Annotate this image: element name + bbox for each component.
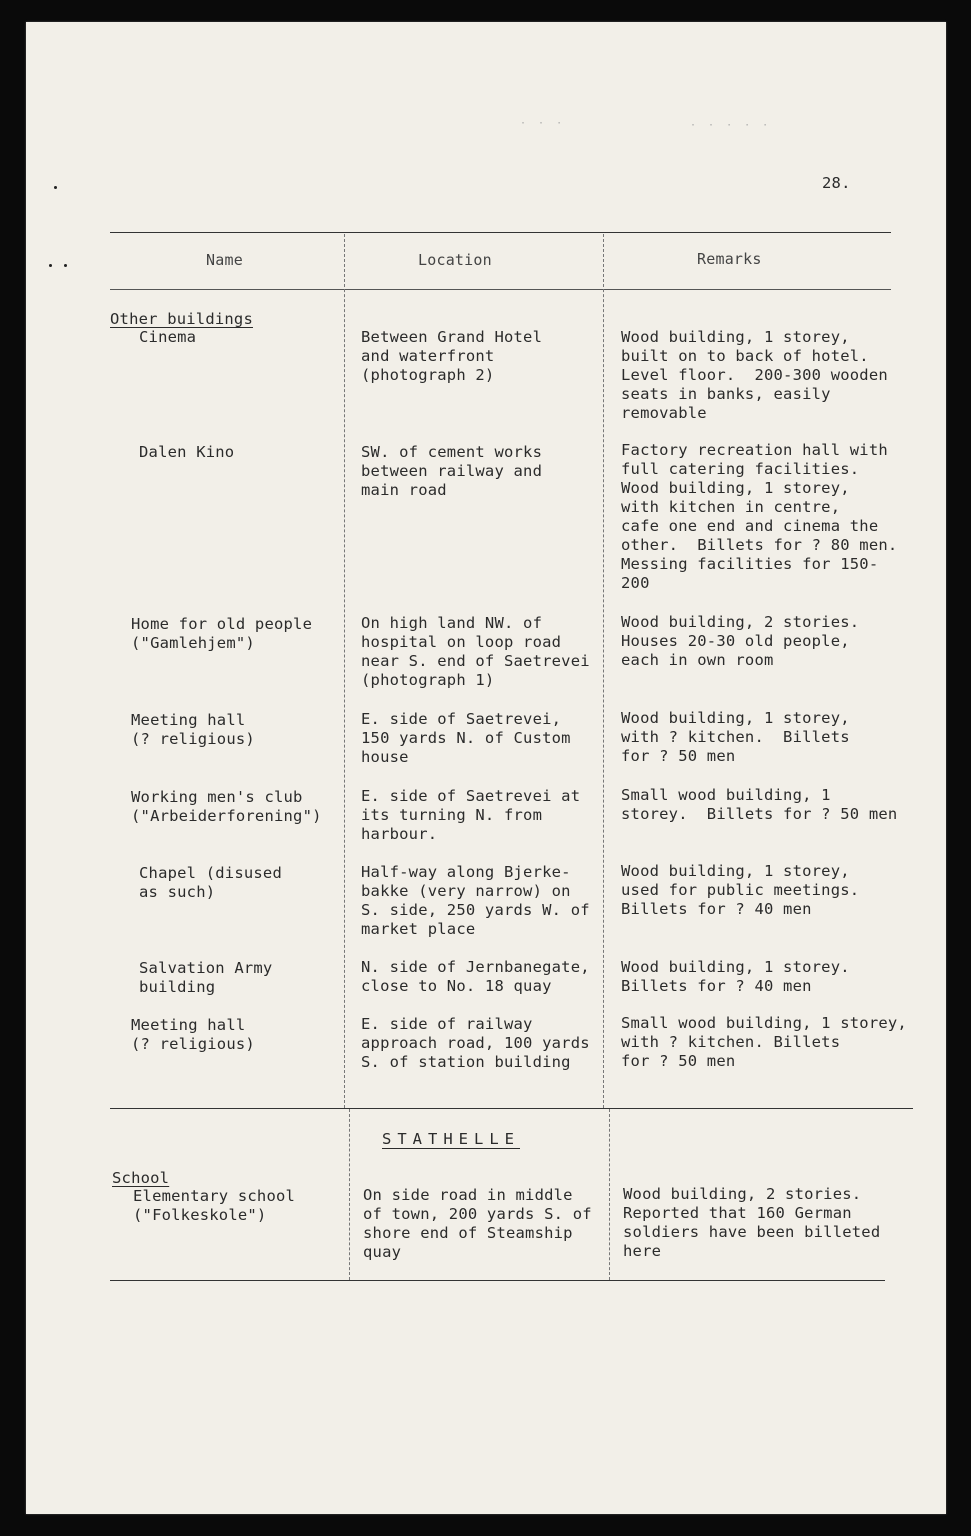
page-number: 28. <box>822 174 851 192</box>
margin-mark <box>54 186 57 189</box>
column-divider <box>344 234 345 1108</box>
table-top-rule <box>110 232 891 233</box>
row-remarks: Wood building, 2 stories. Reported that 160 German soldiers have been billeted here <box>623 1185 881 1260</box>
section-divider-rule <box>110 1108 913 1109</box>
row-name: Meeting hall (? religious) <box>131 711 255 748</box>
margin-mark <box>64 264 67 267</box>
row-name: Elementary school ("Folkeskole") <box>133 1187 296 1224</box>
row-name: Working men's club ("Arbeiderforening") <box>131 788 322 825</box>
table-bottom-rule <box>110 1280 885 1281</box>
row-location: Half-way along Bjerke- bakke (very narrow) on S. side, 250 yards W. of market place <box>361 863 590 938</box>
margin-mark <box>49 264 52 267</box>
column-header-name: Name <box>206 251 243 269</box>
row-location: Between Grand Hotel and waterfront (photograph 2) <box>361 328 543 384</box>
column-header-location: Location <box>418 251 492 269</box>
row-name: Cinema <box>139 328 197 346</box>
row-remarks: Small wood building, 1 storey. Billets for ? 50 men <box>621 786 898 823</box>
row-remarks: Wood building, 1 storey, with ? kitchen. Billets for ? 50 men <box>621 709 850 765</box>
row-location: E. side of railway approach road, 100 yards S. of station building <box>361 1015 590 1071</box>
row-name: Meeting hall (? religious) <box>131 1016 255 1053</box>
row-name: Chapel (disused as such) <box>139 864 282 901</box>
row-location: SW. of cement works between railway and main road <box>361 443 543 499</box>
row-location: E. side of Saetrevei, 150 yards N. of Custom house <box>361 710 571 766</box>
section-heading: Other buildings <box>110 310 253 328</box>
row-remarks: Factory recreation hall with full catering facilities. Wood building, 1 storey, with kitchen in centre, cafe one end and cinema the other. Billets for ? 80 men. Messing facilities for 150- 200 <box>621 441 898 592</box>
row-name: Salvation Army building <box>139 959 273 996</box>
place-heading: STATHELLE <box>382 1130 520 1148</box>
row-remarks: Wood building, 1 storey. Billets for ? 40 men <box>621 958 850 995</box>
document-page <box>26 22 946 1514</box>
column-divider <box>603 234 604 1108</box>
row-location: On high land NW. of hospital on loop road near S. end of Saetrevei (photograph 1) <box>361 614 590 689</box>
row-location: On side road in middle of town, 200 yards S. of shore end of Steamship quay <box>363 1186 592 1261</box>
row-remarks: Wood building, 2 stories. Houses 20-30 old people, each in own room <box>621 613 860 669</box>
row-remarks: Wood building, 1 storey, used for public meetings. Billets for ? 40 men <box>621 862 860 918</box>
row-remarks: Wood building, 1 storey, built on to back of hotel. Level floor. 200-300 wooden seats in banks, easily removable <box>621 328 888 422</box>
header-bottom-rule <box>110 289 891 290</box>
row-location: E. side of Saetrevei at its turning N. from harbour. <box>361 787 581 843</box>
row-name: Home for old people ("Gamlehjem") <box>131 615 313 652</box>
bleed-through-marks: · · · <box>520 118 566 129</box>
column-divider <box>349 1109 350 1280</box>
column-header-remarks: Remarks <box>697 250 762 268</box>
row-name: Dalen Kino <box>139 443 235 461</box>
bleed-through-marks: · · · · · <box>690 120 772 131</box>
row-remarks: Small wood building, 1 storey, with ? kitchen. Billets for ? 50 men <box>621 1014 907 1070</box>
column-divider <box>609 1109 610 1280</box>
section-heading: School <box>112 1169 170 1187</box>
row-location: N. side of Jernbanegate, close to No. 18 quay <box>361 958 590 995</box>
